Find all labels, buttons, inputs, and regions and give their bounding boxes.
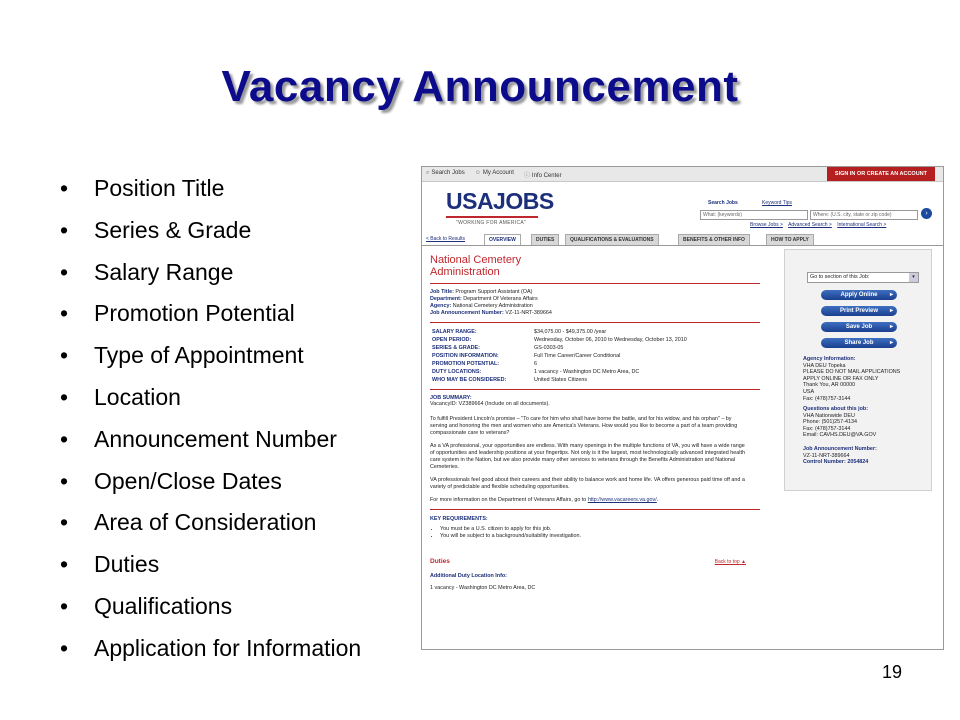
announcement-heading: Job Announcement Number: bbox=[803, 446, 877, 452]
agency-info bbox=[803, 356, 929, 402]
apply-online-button[interactable] bbox=[821, 290, 897, 300]
row-key: SALARY RANGE: bbox=[432, 329, 477, 335]
bullet-item: • Application for Information bbox=[60, 628, 361, 670]
info-line: VZ-11-NRT-389664 bbox=[803, 452, 850, 459]
table-row bbox=[430, 328, 689, 336]
nav-my-account[interactable] bbox=[475, 170, 514, 179]
bullet-item: • Qualifications bbox=[60, 586, 361, 628]
agency-title-line: National Cemetery bbox=[430, 254, 522, 266]
page-number: 19 bbox=[881, 662, 902, 682]
button-label: Share Job bbox=[844, 340, 874, 346]
divider bbox=[430, 389, 760, 390]
meta-label: Agency: bbox=[430, 303, 452, 309]
where-input[interactable]: Where: (U.S. city, state or zip code) bbox=[810, 210, 918, 220]
tab-benefits[interactable]: BENEFITS & OTHER INFO bbox=[678, 234, 750, 245]
divider bbox=[430, 322, 760, 323]
agency-info-heading: Agency Information: bbox=[803, 356, 856, 362]
info-icon: ⓘ bbox=[523, 173, 530, 179]
divider bbox=[430, 509, 760, 510]
tab-duties[interactable]: DUTIES bbox=[531, 234, 559, 245]
search-go-button[interactable]: › bbox=[921, 208, 932, 219]
usajobs-screenshot bbox=[421, 166, 944, 650]
logo-stripe bbox=[446, 216, 538, 218]
control-number: Control Number: 2054824 bbox=[803, 459, 869, 466]
questions-info bbox=[803, 406, 929, 439]
chevron-right-icon: ▸ bbox=[889, 324, 893, 330]
duties-heading bbox=[430, 558, 760, 565]
chevron-right-icon: ▸ bbox=[889, 292, 893, 298]
bullet-item: • Salary Range bbox=[60, 252, 361, 294]
job-sidebar bbox=[784, 249, 932, 491]
bullet-item: • Location bbox=[60, 377, 361, 419]
agency-title-line: Administration bbox=[430, 265, 500, 278]
para-text: . bbox=[656, 497, 659, 503]
agency-value: National Cemetery Administration bbox=[452, 303, 533, 309]
table-row bbox=[430, 352, 689, 360]
row-value: United States Citizens bbox=[534, 377, 588, 383]
job-info-table bbox=[430, 328, 689, 384]
button-label: Save Job bbox=[845, 324, 873, 330]
bullet-item: • Type of Appointment bbox=[60, 335, 361, 377]
bullet-item: • Area of Consideration bbox=[60, 502, 361, 544]
summary-paragraph: As a VA professional, your opportunities are endless. With many openings in the multiple functions of VA, you will have a wide range of opportunities and leadership positions at your fingertips. Not only is it the largest, most technologically advanced integrated health care system in the Nation, but we also provide many other services to veterans through the Benefits Administration and National Cemeteries. bbox=[430, 443, 745, 470]
search-icon: ⌕ bbox=[426, 170, 430, 176]
back-to-top-link[interactable] bbox=[715, 559, 746, 565]
back-to-top-label: Back to top bbox=[714, 559, 740, 565]
meta-label: Job Title: bbox=[430, 289, 454, 295]
table-row bbox=[430, 368, 689, 376]
nav-search-jobs[interactable] bbox=[426, 170, 465, 179]
arrow-up-icon: ▲ bbox=[741, 559, 746, 565]
button-label: Print Preview bbox=[839, 308, 878, 314]
back-to-results-link[interactable]: < Back to Results bbox=[426, 236, 466, 242]
info-line: Phone: (501)257-4134 bbox=[803, 419, 857, 426]
summary-paragraph: VA professionals feel good about their careers and their ability to balance work and home life. VA offers generous paid time off and a variety of predictable and flexible scheduling opportunities. bbox=[430, 477, 745, 490]
department-value: Department Of Veterans Affairs bbox=[463, 296, 538, 302]
job-title-value: Program Support Assistant (OA) bbox=[455, 289, 533, 295]
nav-label: Info Center bbox=[531, 173, 562, 179]
row-key: WHO MAY BE CONSIDERED: bbox=[432, 377, 507, 383]
tab-how-to-apply[interactable]: HOW TO APPLY bbox=[766, 234, 814, 245]
table-row bbox=[430, 376, 689, 384]
info-line: VHA Nationwide DEU bbox=[803, 412, 855, 419]
tab-qualifications[interactable]: QUALIFICATIONS & EVALUATIONS bbox=[565, 234, 659, 245]
keyword-tips-link[interactable]: Keyword Tips bbox=[762, 200, 793, 206]
browse-jobs-link[interactable]: Browse Jobs > bbox=[750, 222, 783, 228]
what-input[interactable]: What: (keywords) bbox=[700, 210, 808, 220]
top-nav-bar bbox=[422, 167, 943, 182]
button-label: Apply Online bbox=[840, 292, 878, 298]
international-search-link[interactable]: International Search > bbox=[837, 222, 887, 228]
table-row bbox=[430, 336, 689, 344]
select-value: Go to section of this Job: bbox=[810, 274, 870, 280]
row-value: $34,075.00 - $49,375.00 /year bbox=[534, 329, 607, 335]
bullet-item: • Open/Close Dates bbox=[60, 461, 361, 503]
goto-section-select[interactable] bbox=[807, 272, 919, 283]
row-key: OPEN PERIOD: bbox=[432, 337, 472, 343]
meta-label: Job Announcement Number: bbox=[430, 310, 504, 316]
bullet-item: • Position Title bbox=[60, 168, 361, 210]
row-value: 6 bbox=[534, 361, 537, 367]
meta-label: Department: bbox=[430, 296, 462, 302]
requirements-list bbox=[440, 526, 770, 540]
row-key: PROMOTION POTENTIAL: bbox=[432, 361, 500, 367]
print-preview-button[interactable] bbox=[821, 306, 897, 316]
save-job-button[interactable] bbox=[821, 322, 897, 332]
row-value: Wednesday, October 06, 2010 to Wednesday, October 13, 2010 bbox=[534, 337, 687, 343]
info-line: Fax: (478)757-3144 bbox=[803, 425, 851, 432]
info-line: PLEASE DO NOT MAIL APPLICATIONS bbox=[803, 369, 901, 376]
duties-title: Duties bbox=[430, 558, 450, 565]
bullet-item: • Series & Grade bbox=[60, 210, 361, 252]
bullet-list bbox=[60, 168, 361, 670]
search-links bbox=[750, 222, 890, 228]
logo-tagline: "WORKING FOR AMERICA" bbox=[456, 220, 527, 226]
table-row bbox=[430, 360, 689, 368]
divider bbox=[430, 283, 760, 284]
bullet-item: • Announcement Number bbox=[60, 419, 361, 461]
bullet-item: • Promotion Potential bbox=[60, 293, 361, 335]
nav-label: Search Jobs bbox=[431, 170, 465, 176]
row-value: Full Time Career/Career Conditional bbox=[534, 353, 621, 359]
signin-button[interactable]: SIGN IN OR CREATE AN ACCOUNT bbox=[827, 167, 935, 181]
bullet-item: • Duties bbox=[60, 544, 361, 586]
summary-paragraph: To fulfill President Lincoln's promise – "To care for him who shall have borne the battle, and for his widow, and his orphan" – by serving and honoring the men and women who are America's Veterans. How would you like to become a part of a team providing compassionate care to veterans? bbox=[430, 416, 738, 436]
job-meta bbox=[430, 289, 770, 317]
chevron-down-icon: ▾ bbox=[909, 273, 918, 282]
info-line: Thank You, AR 00000 bbox=[803, 382, 856, 389]
info-line: Fax: (478)757-3144 bbox=[803, 395, 851, 402]
table-row bbox=[430, 344, 689, 352]
chevron-right-icon: ▸ bbox=[889, 308, 893, 314]
share-job-button[interactable] bbox=[821, 338, 897, 348]
chevron-right-icon: ▸ bbox=[889, 340, 893, 346]
announcement-info bbox=[803, 446, 929, 466]
job-content bbox=[430, 249, 770, 649]
info-line: Email: CAVHS.DEU@VA.GOV bbox=[803, 432, 877, 439]
list-item: • You must be a U.S. citizen to apply for this job. bbox=[440, 526, 770, 533]
duty-location: 1 vacancy - Washington DC Metro Area, DC bbox=[430, 585, 536, 591]
info-line: USA bbox=[803, 388, 815, 395]
user-icon: ☺ bbox=[474, 170, 481, 176]
search-label: Search Jobs bbox=[708, 200, 738, 206]
vacareers-link[interactable]: http://www.vacareers.va.gov/ bbox=[587, 497, 657, 503]
summary-paragraph bbox=[430, 497, 750, 504]
nav-label: My Account bbox=[482, 170, 514, 176]
row-key: DUTY LOCATIONS: bbox=[432, 369, 482, 375]
key-requirements-heading: KEY REQUIREMENTS: bbox=[430, 516, 488, 522]
row-value: GS-0303-05 bbox=[534, 345, 564, 351]
nav-info-center[interactable] bbox=[524, 170, 562, 179]
slide-title: Vacancy Announcement bbox=[221, 62, 739, 111]
vacancy-id: VacancyID: VZ389664 (Include on all documents). bbox=[430, 401, 550, 407]
advanced-search-link[interactable]: Advanced Search > bbox=[788, 222, 832, 228]
job-summary-heading: JOB SUMMARY: bbox=[430, 395, 472, 401]
agency-title bbox=[430, 255, 770, 278]
duty-location-heading: Additional Duty Location Info: bbox=[430, 573, 507, 579]
info-line: VHA DEU Topeka bbox=[803, 362, 846, 369]
tab-overview[interactable]: OVERVIEW bbox=[484, 234, 521, 245]
row-value: 1 vacancy - Washington DC Metro Area, DC bbox=[534, 369, 640, 375]
row-key: POSITION INFORMATION: bbox=[432, 353, 499, 359]
row-key: SERIES & GRADE: bbox=[432, 345, 480, 351]
announcement-value: VZ-11-NRT-389664 bbox=[505, 310, 552, 316]
tab-bar bbox=[422, 233, 943, 246]
header bbox=[422, 182, 943, 238]
usajobs-logo[interactable]: USAJOBS bbox=[446, 188, 554, 214]
para-text: For more information on the Department of Veterans Affairs, go to bbox=[430, 497, 588, 503]
info-line: APPLY ONLINE OR FAX ONLY bbox=[803, 375, 879, 382]
questions-heading: Questions about this job: bbox=[803, 406, 868, 412]
list-item: • You will be subject to a background/suitability investigation. bbox=[440, 533, 770, 540]
